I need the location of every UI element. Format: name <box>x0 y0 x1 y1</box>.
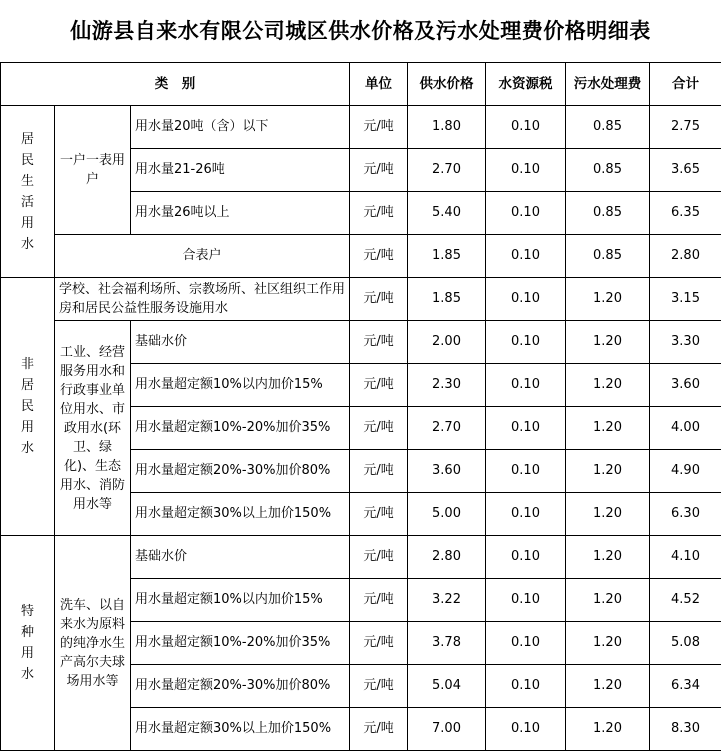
header-total: 合计 <box>650 63 721 106</box>
group-residential <box>1 106 55 278</box>
cell-total: 2.75 <box>650 106 721 149</box>
row-label: 合表户 <box>55 235 350 278</box>
cell-resource-tax: 0.10 <box>486 579 566 622</box>
cell-resource-tax: 0.10 <box>486 450 566 493</box>
group-nonresidential <box>1 278 55 536</box>
cell-sewage: 1.20 <box>566 364 650 407</box>
cell-sewage: 1.20 <box>566 493 650 536</box>
price-table <box>0 62 721 751</box>
row-label: 基础水价 <box>131 536 350 579</box>
cell-sewage: 1.20 <box>566 321 650 364</box>
cell-sewage: 1.20 <box>566 407 650 450</box>
cell-supply: 2.00 <box>408 321 486 364</box>
cell-resource-tax: 0.10 <box>486 493 566 536</box>
group-special-label: 特种用水 <box>21 604 35 682</box>
cell-sewage: 1.20 <box>566 278 650 321</box>
cell-supply: 3.60 <box>408 450 486 493</box>
cell-unit: 元/吨 <box>350 536 408 579</box>
group-special <box>1 536 55 751</box>
cell-unit: 元/吨 <box>350 665 408 708</box>
cell-sewage: 1.20 <box>566 536 650 579</box>
cell-supply: 1.85 <box>408 235 486 278</box>
cell-unit: 元/吨 <box>350 579 408 622</box>
subgroup-one-meter-label: 一户一表用户 <box>60 153 126 187</box>
cell-sewage: 1.20 <box>566 708 650 751</box>
header-supply: 供水价格 <box>408 63 486 106</box>
cell-unit: 元/吨 <box>350 321 408 364</box>
cell-sewage: 0.85 <box>566 192 650 235</box>
header-row <box>1 63 721 106</box>
row-label: 用水量超定额30%以上加价150% <box>131 708 350 751</box>
cell-resource-tax: 0.10 <box>486 106 566 149</box>
group-nonresidential-label: 非居民用水 <box>21 357 35 456</box>
subgroup-special-use-label: 洗车、以自来水为原料的纯净水生产高尔夫球场用水等 <box>60 597 126 689</box>
cell-resource-tax: 0.10 <box>486 622 566 665</box>
subgroup-industrial <box>55 321 131 536</box>
cell-total: 4.00 <box>650 407 721 450</box>
table-row <box>1 278 721 321</box>
cell-supply: 5.04 <box>408 665 486 708</box>
cell-supply: 1.85 <box>408 278 486 321</box>
cell-total: 3.30 <box>650 321 721 364</box>
cell-total: 6.34 <box>650 665 721 708</box>
cell-resource-tax: 0.10 <box>486 321 566 364</box>
row-label: 用水量26吨以上 <box>131 192 350 235</box>
cell-sewage: 1.20 <box>566 579 650 622</box>
cell-supply: 5.40 <box>408 192 486 235</box>
cell-supply: 5.00 <box>408 493 486 536</box>
cell-sewage: 1.20 <box>566 450 650 493</box>
row-label: 基础水价 <box>131 321 350 364</box>
row-label: 学校、社会福利场所、宗教场所、社区组织工作用房和居民公益性服务设施用水 <box>55 278 350 321</box>
cell-unit: 元/吨 <box>350 106 408 149</box>
cell-unit: 元/吨 <box>350 278 408 321</box>
header-unit: 单位 <box>350 63 408 106</box>
cell-total: 3.15 <box>650 278 721 321</box>
cell-supply: 2.80 <box>408 536 486 579</box>
cell-total: 3.65 <box>650 149 721 192</box>
cell-unit: 元/吨 <box>350 622 408 665</box>
cell-total: 8.30 <box>650 708 721 751</box>
row-label: 用水量20吨（含）以下 <box>131 106 350 149</box>
cell-unit: 元/吨 <box>350 708 408 751</box>
cell-sewage: 0.85 <box>566 106 650 149</box>
cell-unit: 元/吨 <box>350 364 408 407</box>
cell-total: 2.80 <box>650 235 721 278</box>
cell-unit: 元/吨 <box>350 149 408 192</box>
header-resource-tax: 水资源税 <box>486 63 566 106</box>
cell-unit: 元/吨 <box>350 450 408 493</box>
cell-unit: 元/吨 <box>350 235 408 278</box>
row-label: 用水量21-26吨 <box>131 149 350 192</box>
cell-supply: 7.00 <box>408 708 486 751</box>
cell-unit: 元/吨 <box>350 192 408 235</box>
cell-supply: 2.70 <box>408 149 486 192</box>
cell-unit: 元/吨 <box>350 493 408 536</box>
cell-total: 6.35 <box>650 192 721 235</box>
subgroup-special-use <box>55 536 131 751</box>
table-row <box>1 321 721 364</box>
group-residential-label: 居民生活用水 <box>21 131 35 252</box>
row-label: 用水量超定额10%以内加价15% <box>131 364 350 407</box>
cell-sewage: 0.85 <box>566 149 650 192</box>
cell-supply: 2.30 <box>408 364 486 407</box>
header-sewage: 污水处理费 <box>566 63 650 106</box>
cell-supply: 3.22 <box>408 579 486 622</box>
cell-total: 3.60 <box>650 364 721 407</box>
header-category: 类 别 <box>1 63 350 106</box>
cell-resource-tax: 0.10 <box>486 407 566 450</box>
row-label: 用水量超定额30%以上加价150% <box>131 493 350 536</box>
cell-sewage: 1.20 <box>566 622 650 665</box>
table-row <box>1 536 721 579</box>
cell-resource-tax: 0.10 <box>486 665 566 708</box>
subgroup-industrial-label: 工业、经营服务用水和行政事业单位用水、市政用水(环卫、绿化)、生态用水、消防用水等 <box>60 344 126 512</box>
cell-total: 5.08 <box>650 622 721 665</box>
cell-unit: 元/吨 <box>350 407 408 450</box>
row-label: 用水量超定额10%-20%加价35% <box>131 622 350 665</box>
cell-sewage: 0.85 <box>566 235 650 278</box>
cell-resource-tax: 0.10 <box>486 708 566 751</box>
cell-resource-tax: 0.10 <box>486 364 566 407</box>
cell-resource-tax: 0.10 <box>486 536 566 579</box>
cell-total: 4.10 <box>650 536 721 579</box>
table-row <box>1 235 721 278</box>
cell-supply: 3.78 <box>408 622 486 665</box>
cell-total: 4.52 <box>650 579 721 622</box>
page-title: 仙游县自来水有限公司城区供水价格及污水处理费价格明细表 <box>70 19 651 43</box>
cell-sewage: 1.20 <box>566 665 650 708</box>
cell-total: 6.30 <box>650 493 721 536</box>
table-row <box>1 106 721 149</box>
cell-resource-tax: 0.10 <box>486 192 566 235</box>
cell-supply: 1.80 <box>408 106 486 149</box>
cell-resource-tax: 0.10 <box>486 235 566 278</box>
row-label: 用水量超定额20%-30%加价80% <box>131 450 350 493</box>
cell-resource-tax: 0.10 <box>486 278 566 321</box>
row-label: 用水量超定额10%以内加价15% <box>131 579 350 622</box>
cell-resource-tax: 0.10 <box>486 149 566 192</box>
subgroup-one-meter <box>55 106 131 235</box>
cell-supply: 2.70 <box>408 407 486 450</box>
cell-total: 4.90 <box>650 450 721 493</box>
row-label: 用水量超定额20%-30%加价80% <box>131 665 350 708</box>
row-label: 用水量超定额10%-20%加价35% <box>131 407 350 450</box>
